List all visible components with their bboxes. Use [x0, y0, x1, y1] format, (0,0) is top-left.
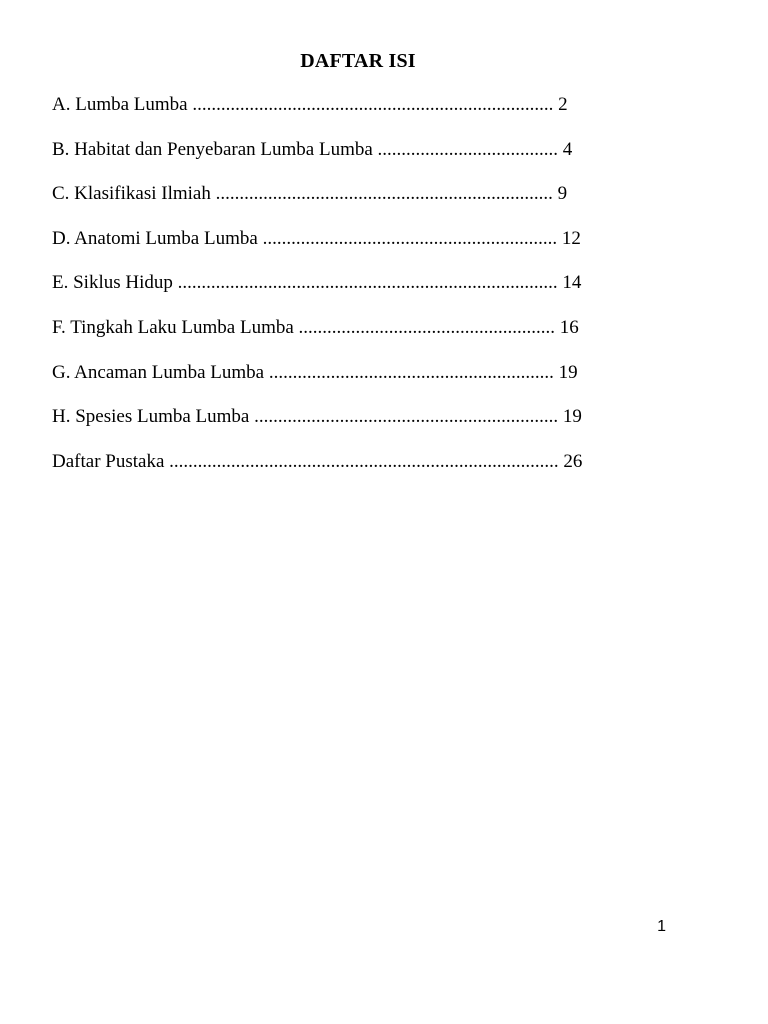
- toc-entry-label: F. Tingkah Laku Lumba Lumba: [52, 316, 294, 338]
- toc-entry-label: H. Spesies Lumba Lumba: [52, 406, 250, 428]
- toc-leader-dots: ......................................................: [293, 316, 556, 338]
- toc-entry-label: C. Klasifikasi Ilmiah: [52, 183, 211, 205]
- toc-leader-dots: ..................................................................................: [164, 450, 559, 472]
- toc-leader-dots: ..............................................................: [257, 227, 558, 249]
- toc-leader-dots: ............................................................................: [187, 94, 554, 115]
- toc-entry-label: B. Habitat dan Penyebaran Lumba Lumba: [52, 138, 373, 160]
- toc-entry: [52, 138, 664, 183]
- toc-entry: [52, 405, 664, 450]
- toc-entry: [52, 227, 664, 272]
- toc-entry-label: A. Lumba Lumba: [52, 94, 188, 115]
- toc-leader-dots: ............................................................: [264, 361, 554, 383]
- toc-entry: [52, 361, 664, 406]
- page-number: 1: [657, 918, 666, 935]
- toc-list: [52, 93, 664, 494]
- toc-leader-dots: ......................................: [372, 138, 559, 160]
- toc-entry-label: E. Siklus Hidup: [52, 272, 173, 294]
- toc-entry: [52, 182, 664, 227]
- toc-entry-page: 14: [557, 272, 582, 294]
- toc-entry-page: 4: [558, 138, 573, 160]
- toc-entry: [52, 450, 664, 495]
- toc-entry: [52, 93, 664, 138]
- toc-title: DAFTAR ISI: [300, 50, 416, 72]
- toc-entry-label: D. Anatomi Lumba Lumba: [52, 227, 258, 249]
- toc-entry-page: 2: [553, 94, 568, 115]
- toc-entry-page: 12: [557, 227, 581, 249]
- toc-entry-page: 19: [553, 361, 578, 383]
- toc-entry: [52, 271, 664, 316]
- toc-entry-page: 9: [552, 183, 568, 205]
- toc-entry-label: Daftar Pustaka: [52, 450, 165, 472]
- toc-leader-dots: .......................................................................: [210, 183, 553, 205]
- toc-leader-dots: ................................................................................: [172, 272, 558, 294]
- toc-entry: [52, 316, 664, 361]
- toc-leader-dots: ................................................................: [249, 406, 559, 428]
- toc-entry-label: G. Ancaman Lumba Lumba: [52, 361, 265, 383]
- toc-entry-page: 19: [558, 406, 582, 428]
- toc-entry-page: 26: [558, 450, 583, 472]
- toc-entry-page: 16: [555, 316, 579, 338]
